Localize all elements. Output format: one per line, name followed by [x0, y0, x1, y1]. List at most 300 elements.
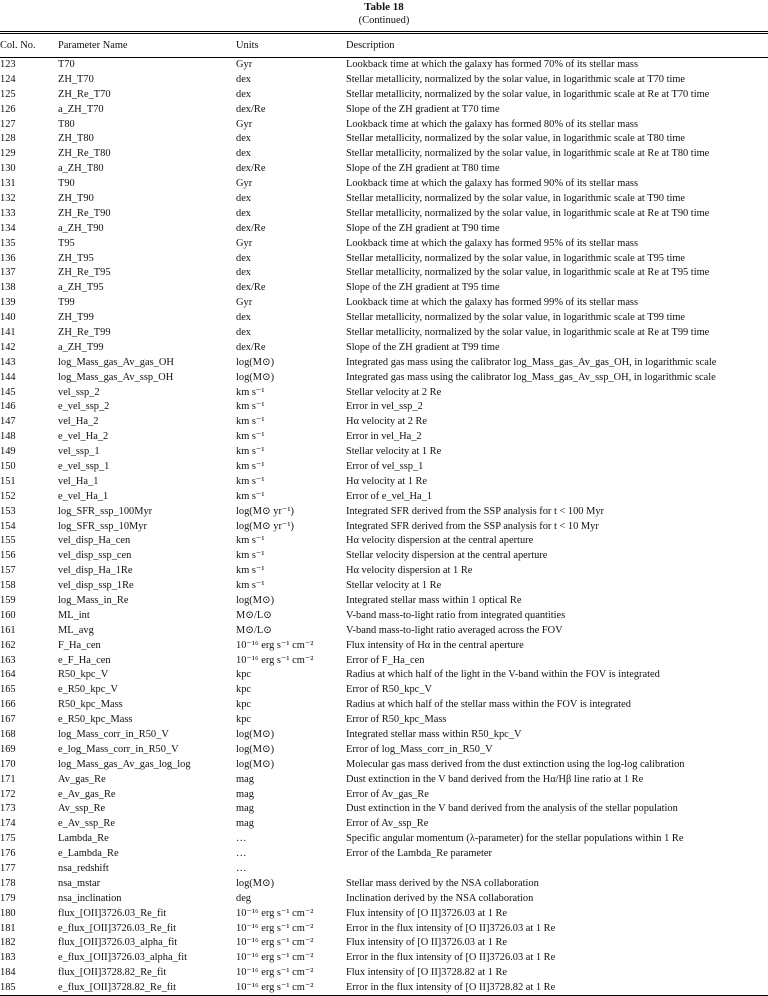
cell-col-no: 132 — [0, 192, 16, 204]
cell-units: dex — [236, 312, 252, 324]
cell-units: dex/Re — [236, 163, 266, 175]
table-row — [0, 102, 768, 117]
table-row — [0, 519, 768, 534]
cell-parameter-name: a_ZH_T80 — [58, 163, 104, 175]
cell-units: dex/Re — [236, 341, 266, 353]
table-row — [0, 757, 768, 772]
cell-description: Error of Av_gas_Re — [346, 788, 429, 800]
cell-parameter-name: a_ZH_T90 — [58, 222, 104, 234]
cell-parameter-name: vel_Ha_1 — [58, 475, 99, 487]
cell-col-no: 157 — [0, 565, 16, 577]
cell-units: dex/Re — [236, 282, 266, 294]
cell-parameter-name: flux_[OII]3726.03_Re_fit — [58, 907, 167, 919]
table-row — [0, 608, 768, 623]
cell-col-no: 140 — [0, 312, 16, 324]
table-row — [0, 862, 768, 877]
cell-description: Integrated gas mass using the calibrator log_Mass_gas_Av_ssp_OH, in logarithmic scale — [346, 371, 716, 383]
cell-col-no: 161 — [0, 624, 16, 636]
cell-units: km s⁻¹ — [236, 401, 265, 413]
cell-col-no: 180 — [0, 907, 16, 919]
cell-description: Integrated stellar mass within R50_kpc_V — [346, 729, 522, 741]
cell-parameter-name: T80 — [58, 118, 75, 130]
cell-parameter-name: log_Mass_gas_Av_gas_log_log — [58, 758, 191, 770]
table-row — [0, 147, 768, 162]
cell-parameter-name: e_Av_gas_Re — [58, 788, 116, 800]
table-body — [0, 58, 768, 996]
table-row — [0, 132, 768, 147]
cell-units: dex — [236, 192, 252, 204]
cell-units: Gyr — [236, 118, 253, 130]
cell-units: mag — [236, 818, 254, 830]
cell-description: Flux intensity of Hα in the central aperture — [346, 639, 524, 651]
cell-parameter-name: log_SFR_ssp_100Myr — [58, 505, 153, 517]
cell-units: mag — [236, 773, 254, 785]
cell-units: dex — [236, 252, 252, 264]
cell-parameter-name: e_F_Ha_cen — [58, 654, 111, 666]
cell-parameter-name: vel_disp_ssp_1Re — [58, 580, 134, 592]
cell-parameter-name: vel_disp_Ha_1Re — [58, 565, 133, 577]
cell-description: Stellar metallicity, normalized by the solar value, in logarithmic scale at T80 time — [346, 133, 686, 145]
cell-units: Gyr — [236, 178, 253, 190]
cell-col-no: 128 — [0, 133, 16, 145]
cell-col-no: 134 — [0, 222, 16, 234]
cell-description: Lookback time at which the galaxy has formed 80% of its stellar mass — [346, 118, 639, 130]
cell-description: Inclination derived by the NSA collaboration — [346, 892, 534, 904]
cell-parameter-name: T99 — [58, 297, 75, 309]
cell-units: log(M⊙) — [236, 371, 275, 383]
cell-description: Stellar metallicity, normalized by the solar value, in logarithmic scale at T70 time — [346, 73, 686, 85]
cell-description: Molecular gas mass derived from the dust extinction using the log-log calibration — [346, 758, 685, 770]
cell-description: Lookback time at which the galaxy has formed 70% of its stellar mass — [346, 59, 639, 71]
cell-parameter-name: vel_Ha_2 — [58, 416, 99, 428]
cell-parameter-name: e_vel_ssp_1 — [58, 460, 110, 472]
cell-col-no: 153 — [0, 505, 16, 517]
table-title: Table 18 — [364, 1, 404, 13]
cell-units: M⊙/L⊙ — [236, 624, 272, 636]
table-row — [0, 236, 768, 251]
cell-col-no: 152 — [0, 490, 16, 502]
table-row — [0, 251, 768, 266]
table-row — [0, 311, 768, 326]
table-row — [0, 549, 768, 564]
cell-parameter-name: log_Mass_gas_Av_ssp_OH — [58, 371, 174, 383]
cell-units: dex — [236, 148, 252, 160]
table-row — [0, 876, 768, 891]
cell-col-no: 164 — [0, 669, 16, 681]
cell-description: Error in vel_Ha_2 — [346, 431, 422, 443]
cell-parameter-name: R50_kpc_Mass — [58, 699, 123, 711]
table-row — [0, 698, 768, 713]
cell-col-no: 175 — [0, 833, 16, 845]
cell-units: log(M⊙) — [236, 877, 275, 889]
header-description: Description — [346, 33, 768, 58]
cell-units: Gyr — [236, 297, 253, 309]
cell-col-no: 178 — [0, 877, 16, 889]
cell-col-no: 147 — [0, 416, 16, 428]
cell-units: km s⁻¹ — [236, 446, 265, 458]
cell-units: mag — [236, 788, 254, 800]
cell-description: Error of R50_kpc_V — [346, 684, 432, 696]
cell-parameter-name: e_flux_[OII]3728.82_Re_fit — [58, 981, 236, 996]
cell-parameter-name: T90 — [58, 178, 75, 190]
cell-parameter-name: vel_ssp_1 — [58, 446, 100, 458]
cell-units: … — [236, 848, 247, 860]
cell-col-no: 125 — [0, 88, 16, 100]
cell-col-no: 167 — [0, 714, 16, 726]
cell-parameter-name: e_flux_[OII]3726.03_alpha_fit — [58, 952, 187, 964]
cell-units: dex — [236, 207, 252, 219]
cell-description — [346, 862, 768, 877]
cell-col-no: 165 — [0, 684, 16, 696]
cell-parameter-name: e_log_Mass_corr_in_R50_V — [58, 743, 179, 755]
cell-col-no: 179 — [0, 892, 16, 904]
cell-col-no: 141 — [0, 326, 16, 338]
table-row — [0, 653, 768, 668]
table-row — [0, 564, 768, 579]
cell-col-no: 146 — [0, 401, 16, 413]
cell-description: Stellar metallicity, normalized by the solar value, in logarithmic scale at Re at T80 time — [346, 148, 710, 160]
cell-description: Hα velocity dispersion at 1 Re — [346, 565, 473, 577]
cell-description: Error in the flux intensity of [O II]3726.03 at 1 Re — [346, 952, 556, 964]
table-row — [0, 266, 768, 281]
table-row — [0, 713, 768, 728]
cell-parameter-name: e_vel_ssp_2 — [58, 401, 110, 413]
cell-units: Gyr — [236, 59, 253, 71]
cell-units: kpc — [236, 669, 252, 681]
table-row — [0, 162, 768, 177]
cell-col-no: 133 — [0, 207, 16, 219]
cell-description: Lookback time at which the galaxy has formed 95% of its stellar mass — [346, 237, 639, 249]
cell-parameter-name: e_vel_Ha_2 — [58, 431, 109, 443]
cell-parameter-name: ZH_Re_T95 — [58, 267, 111, 279]
table-row — [0, 221, 768, 236]
cell-parameter-name: Av_gas_Re — [58, 773, 106, 785]
cell-col-no: 135 — [0, 237, 16, 249]
cell-units: 10⁻¹⁶ erg s⁻¹ cm⁻² — [236, 952, 314, 964]
cell-col-no: 184 — [0, 967, 16, 979]
cell-description: Hα velocity at 1 Re — [346, 475, 428, 487]
cell-parameter-name: a_ZH_T70 — [58, 103, 104, 115]
cell-col-no: 163 — [0, 654, 16, 666]
table-row — [0, 474, 768, 489]
cell-description: Flux intensity of [O II]3726.03 at 1 Re — [346, 937, 508, 949]
table-row — [0, 355, 768, 370]
cell-parameter-name: ML_avg — [58, 624, 94, 636]
cell-col-no: 145 — [0, 386, 16, 398]
cell-description: Integrated gas mass using the calibrator log_Mass_gas_Av_gas_OH, in logarithmic scale — [346, 356, 717, 368]
table-row — [0, 579, 768, 594]
cell-col-no: 154 — [0, 520, 16, 532]
cell-units: kpc — [236, 714, 252, 726]
table-subtitle: (Continued) — [358, 15, 410, 26]
table-row — [0, 891, 768, 906]
table-row — [0, 638, 768, 653]
cell-col-no: 139 — [0, 297, 16, 309]
cell-parameter-name: ZH_T99 — [58, 312, 94, 324]
cell-parameter-name: log_Mass_corr_in_R50_V — [58, 729, 169, 741]
cell-units: log(M⊙) — [236, 595, 275, 606]
table-row — [0, 534, 768, 549]
cell-col-no: 173 — [0, 803, 16, 815]
table-row — [0, 206, 768, 221]
cell-units: mag — [236, 803, 254, 815]
cell-units: 10⁻¹⁶ erg s⁻¹ cm⁻² — [236, 937, 314, 949]
table-caption — [0, 0, 768, 27]
cell-col-no: 158 — [0, 580, 16, 592]
cell-col-no: 172 — [0, 788, 16, 800]
cell-parameter-name: vel_disp_Ha_cen — [58, 535, 131, 547]
cell-description: V-band mass-to-light ratio averaged across the FOV — [346, 624, 563, 636]
header-parameter-name: Parameter Name — [58, 33, 236, 58]
cell-description: Error in the flux intensity of [O II]3726.03 at 1 Re — [346, 922, 556, 934]
cell-col-no: 127 — [0, 118, 16, 130]
cell-description: Stellar velocity at 2 Re — [346, 386, 442, 398]
cell-parameter-name: ZH_Re_T99 — [58, 326, 111, 338]
cell-units: log(M⊙) — [236, 356, 275, 368]
cell-col-no: 176 — [0, 848, 16, 860]
cell-parameter-name: vel_disp_ssp_cen — [58, 550, 132, 562]
cell-description: Stellar metallicity, normalized by the solar value, in logarithmic scale at T90 time — [346, 192, 686, 204]
cell-col-no: 123 — [0, 59, 16, 71]
cell-description: Integrated SFR derived from the SSP analysis for t < 100 Myr — [346, 505, 604, 517]
cell-units: 10⁻¹⁶ erg s⁻¹ cm⁻² — [236, 981, 346, 996]
cell-description: Flux intensity of [O II]3728.82 at 1 Re — [346, 967, 508, 979]
table-row — [0, 921, 768, 936]
cell-description: Integrated SFR derived from the SSP analysis for t < 10 Myr — [346, 520, 599, 532]
table-header-row — [0, 33, 768, 58]
cell-col-no: 149 — [0, 446, 16, 458]
table-row — [0, 400, 768, 415]
cell-description: V-band mass-to-light ratio from integrated quantities — [346, 609, 566, 621]
cell-units: log(M⊙ yr⁻¹) — [236, 520, 294, 532]
table-row — [0, 951, 768, 966]
cell-units: 10⁻¹⁶ erg s⁻¹ cm⁻² — [236, 907, 314, 919]
table-row — [0, 802, 768, 817]
cell-description: Radius at which half of the stellar mass within the FOV is integrated — [346, 699, 631, 711]
cell-units: km s⁻¹ — [236, 431, 265, 443]
cell-units: log(M⊙) — [236, 743, 275, 755]
cell-col-no: 183 — [0, 952, 16, 964]
cell-parameter-name: a_ZH_T99 — [58, 341, 104, 353]
table-row — [0, 326, 768, 341]
cell-col-no: 166 — [0, 699, 16, 711]
cell-col-no: 185 — [0, 981, 58, 996]
table-row — [0, 58, 768, 73]
cell-col-no: 177 — [0, 863, 16, 875]
cell-units: … — [236, 863, 247, 875]
cell-col-no: 126 — [0, 103, 16, 115]
table-row — [0, 430, 768, 445]
cell-units: 10⁻¹⁶ erg s⁻¹ cm⁻² — [236, 967, 314, 979]
table-row — [0, 683, 768, 698]
cell-col-no: 156 — [0, 550, 16, 562]
cell-parameter-name: e_R50_kpc_Mass — [58, 714, 133, 726]
header-units: Units — [236, 33, 346, 58]
cell-description: Radius at which half of the light in the V-band within the FOV is integrated — [346, 669, 660, 681]
cell-col-no: 174 — [0, 818, 16, 830]
cell-col-no: 162 — [0, 639, 16, 651]
cell-col-no: 143 — [0, 356, 16, 368]
cell-col-no: 138 — [0, 282, 16, 294]
cell-description: Stellar metallicity, normalized by the solar value, in logarithmic scale at Re at T70 time — [346, 88, 710, 100]
cell-col-no: 151 — [0, 475, 16, 487]
table-row — [0, 87, 768, 102]
table-row — [0, 623, 768, 638]
cell-units: 10⁻¹⁶ erg s⁻¹ cm⁻² — [236, 639, 314, 651]
cell-description: Error of F_Ha_cen — [346, 654, 425, 666]
cell-units: km s⁻¹ — [236, 475, 265, 487]
cell-description: Slope of the ZH gradient at T90 time — [346, 222, 500, 234]
cell-parameter-name: ZH_T90 — [58, 192, 94, 204]
cell-parameter-name: Lambda_Re — [58, 833, 109, 845]
table-row — [0, 787, 768, 802]
cell-parameter-name: F_Ha_cen — [58, 639, 101, 651]
cell-description: Stellar metallicity, normalized by the solar value, in logarithmic scale at T99 time — [346, 312, 686, 324]
cell-description: Slope of the ZH gradient at T99 time — [346, 341, 500, 353]
cell-units: km s⁻¹ — [236, 386, 265, 398]
cell-col-no: 181 — [0, 922, 16, 934]
cell-description: Error of R50_kpc_Mass — [346, 714, 447, 726]
cell-col-no: 137 — [0, 267, 16, 279]
cell-units: log(M⊙ yr⁻¹) — [236, 505, 294, 517]
cell-parameter-name: ZH_T70 — [58, 73, 94, 85]
cell-parameter-name: flux_[OII]3726.03_alpha_fit — [58, 937, 178, 949]
cell-col-no: 131 — [0, 178, 16, 190]
cell-units: km s⁻¹ — [236, 416, 265, 428]
header-col-no: Col. No. — [0, 33, 58, 58]
cell-col-no: 130 — [0, 163, 16, 175]
cell-units: kpc — [236, 684, 252, 696]
parameter-table — [0, 31, 768, 996]
cell-description: Error of log_Mass_corr_in_R50_V — [346, 743, 493, 755]
cell-col-no: 129 — [0, 148, 16, 160]
table-row — [0, 981, 768, 996]
table-row — [0, 460, 768, 475]
table-row — [0, 966, 768, 981]
cell-units: dex — [236, 88, 252, 100]
cell-parameter-name: nsa_mstar — [58, 877, 101, 889]
cell-col-no: 168 — [0, 729, 16, 741]
cell-units: Gyr — [236, 237, 253, 249]
cell-description: Integrated stellar mass within 1 optical Re — [346, 595, 522, 606]
cell-parameter-name: T95 — [58, 237, 75, 249]
cell-description: Error of the Lambda_Re parameter — [346, 848, 492, 860]
cell-units: km s⁻¹ — [236, 565, 265, 577]
cell-description: Hα velocity dispersion at the central aperture — [346, 535, 534, 547]
table-row — [0, 772, 768, 787]
cell-description: Stellar metallicity, normalized by the solar value, in logarithmic scale at Re at T99 time — [346, 326, 710, 338]
table-row — [0, 668, 768, 683]
cell-description: Stellar metallicity, normalized by the solar value, in logarithmic scale at Re at T95 time — [346, 267, 710, 279]
cell-units: km s⁻¹ — [236, 580, 265, 592]
cell-description: Stellar velocity at 1 Re — [346, 446, 442, 458]
cell-col-no: 148 — [0, 431, 16, 443]
cell-description: Lookback time at which the galaxy has formed 99% of its stellar mass — [346, 297, 639, 309]
cell-parameter-name: ZH_Re_T80 — [58, 148, 111, 160]
cell-units: km s⁻¹ — [236, 460, 265, 472]
table-row — [0, 445, 768, 460]
cell-parameter-name: e_Av_ssp_Re — [58, 818, 115, 830]
table-row — [0, 177, 768, 192]
cell-parameter-name: R50_kpc_V — [58, 669, 109, 681]
table-row — [0, 340, 768, 355]
cell-units: 10⁻¹⁶ erg s⁻¹ cm⁻² — [236, 654, 314, 666]
cell-col-no: 159 — [0, 595, 16, 606]
cell-units: kpc — [236, 699, 252, 711]
table-row — [0, 936, 768, 951]
cell-description: Error of e_vel_Ha_1 — [346, 490, 432, 502]
table-row — [0, 192, 768, 207]
cell-description: Flux intensity of [O II]3726.03 at 1 Re — [346, 907, 508, 919]
cell-description: Stellar velocity dispersion at the central aperture — [346, 550, 548, 562]
cell-parameter-name: ML_int — [58, 609, 90, 621]
cell-col-no: 171 — [0, 773, 16, 785]
cell-parameter-name: ZH_T95 — [58, 252, 94, 264]
cell-description: Slope of the ZH gradient at T70 time — [346, 103, 500, 115]
table-row — [0, 296, 768, 311]
cell-col-no: 124 — [0, 73, 16, 85]
cell-parameter-name: e_flux_[OII]3726.03_Re_fit — [58, 922, 177, 934]
cell-description: Dust extinction in the V band derived from the Hα/Hβ line ratio at 1 Re — [346, 773, 644, 785]
table-row — [0, 504, 768, 519]
cell-parameter-name: nsa_inclination — [58, 892, 122, 904]
cell-description: Slope of the ZH gradient at T80 time — [346, 163, 500, 175]
table-row — [0, 415, 768, 430]
cell-parameter-name: ZH_T80 — [58, 133, 94, 145]
cell-parameter-name: log_Mass_in_Re — [58, 595, 129, 606]
cell-units: km s⁻¹ — [236, 550, 265, 562]
table-row — [0, 72, 768, 87]
table-row — [0, 370, 768, 385]
cell-description: Slope of the ZH gradient at T95 time — [346, 282, 500, 294]
table-row — [0, 742, 768, 757]
cell-parameter-name: ZH_Re_T90 — [58, 207, 111, 219]
cell-description: Hα velocity at 2 Re — [346, 416, 428, 428]
cell-col-no: 169 — [0, 743, 16, 755]
cell-units: km s⁻¹ — [236, 490, 265, 502]
cell-parameter-name: flux_[OII]3728.82_Re_fit — [58, 967, 167, 979]
cell-parameter-name: nsa_redshift — [58, 863, 109, 875]
table-row — [0, 385, 768, 400]
table-row — [0, 728, 768, 743]
cell-col-no: 142 — [0, 341, 16, 353]
cell-units: log(M⊙) — [236, 729, 275, 741]
cell-description: Dust extinction in the V band derived from the analysis of the stellar population — [346, 803, 678, 815]
cell-col-no: 136 — [0, 252, 16, 264]
cell-col-no: 160 — [0, 609, 16, 621]
cell-description: Lookback time at which the galaxy has formed 90% of its stellar mass — [346, 178, 639, 190]
cell-col-no: 170 — [0, 758, 16, 770]
cell-col-no: 155 — [0, 535, 16, 547]
cell-units: dex/Re — [236, 103, 266, 115]
cell-parameter-name: e_R50_kpc_V — [58, 684, 119, 696]
cell-description: Error in vel_ssp_2 — [346, 401, 423, 413]
cell-description: Error in the flux intensity of [O II]3728.82 at 1 Re — [346, 981, 768, 996]
table-row — [0, 847, 768, 862]
cell-description: Stellar mass derived by the NSA collaboration — [346, 877, 539, 889]
table-row — [0, 594, 768, 609]
cell-units: dex — [236, 133, 252, 145]
cell-units: deg — [236, 892, 252, 904]
table-row — [0, 117, 768, 132]
cell-description: Error of Av_ssp_Re — [346, 818, 429, 830]
cell-parameter-name: a_ZH_T95 — [58, 282, 104, 294]
cell-description: Specific angular momentum (λ-parameter) for the stellar populations within 1 Re — [346, 833, 684, 845]
cell-parameter-name: log_Mass_gas_Av_gas_OH — [58, 356, 174, 368]
cell-units: dex — [236, 326, 252, 338]
cell-parameter-name: log_SFR_ssp_10Myr — [58, 520, 147, 532]
table-row — [0, 906, 768, 921]
